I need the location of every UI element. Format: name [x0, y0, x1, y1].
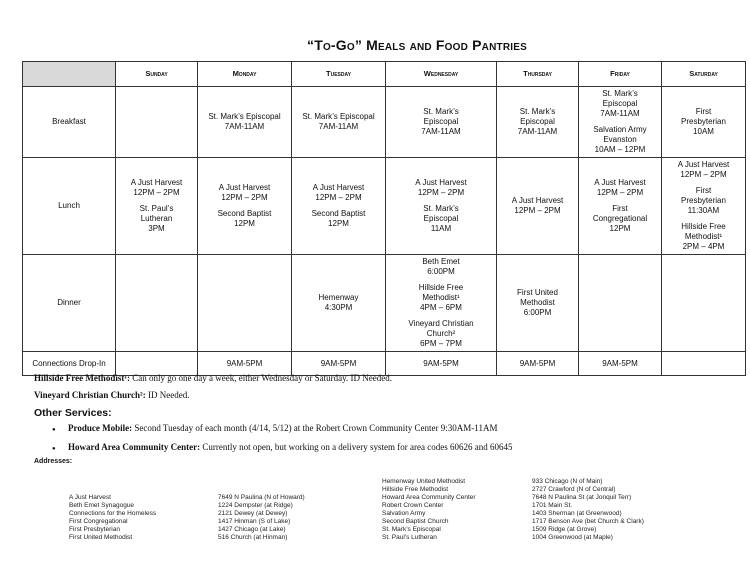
schedule-cell [198, 352, 292, 376]
schedule-cell [497, 87, 579, 158]
schedule-entry: Second Baptist 12PM [311, 209, 366, 228]
schedule-entry: 9AM-5PM [226, 358, 263, 368]
bullet-icon: ● [52, 427, 56, 433]
schedule-cell [116, 158, 198, 255]
day-header-thursday: Thursday [497, 62, 579, 87]
schedule-cell [662, 352, 746, 376]
other-services-heading: Other Services: [34, 407, 112, 419]
row-label: Connections Drop-In [23, 352, 116, 376]
schedule-cell [579, 255, 662, 352]
schedule-entry: 9AM-5PM [602, 358, 638, 368]
footnote-text: ID Needed. [145, 390, 190, 400]
service-item [52, 423, 497, 433]
schedule-entry: A Just Harvest 12PM – 2PM [312, 183, 365, 202]
table-row [23, 158, 746, 255]
addresses-heading: Addresses: [34, 458, 73, 465]
addresses-right-streets: 933 Chicago (N of Main) 2727 Crawford (N of Central) 7648 N Paulina St (at Jonquil Terr) 1701 Main St. 1403 Sherman (at Greenwood) 1717 Benson Ave (bet Church & Clark) 1509 Ridge (at Grove) 1004 Greenwood (at Maple) [532, 478, 644, 541]
service-item [52, 442, 513, 452]
service-name: Howard Area Community Center: [68, 442, 201, 452]
service-text: Currently not open, but working on a delivery system for area codes 60626 and 60645 [200, 442, 513, 452]
schedule-cell [292, 87, 386, 158]
schedule-entry: 9AM-5PM [320, 358, 357, 368]
day-header-tuesday: Tuesday [292, 62, 386, 87]
schedule-cell [292, 158, 386, 255]
footnote [34, 390, 189, 400]
table-row [23, 255, 746, 352]
footnote-text: Can only go one day a week, either Wednesday or Saturday. ID Needed. [130, 373, 392, 383]
row-label: Dinner [23, 255, 116, 352]
table-corner [23, 62, 116, 87]
schedule-entry: 9AM-5PM [519, 358, 556, 368]
schedule-entry: Beth Emet 6:00PM [422, 257, 460, 276]
footnote [34, 373, 392, 383]
service-name: Produce Mobile: [68, 423, 133, 433]
schedule-cell [198, 255, 292, 352]
schedule-cell [579, 352, 662, 376]
schedule-cell [386, 255, 497, 352]
schedule-cell [198, 158, 292, 255]
schedule-cell [579, 158, 662, 255]
schedule-entry: Second Baptist 12PM [217, 209, 272, 228]
schedule-entry: A Just Harvest 12PM – 2PM [511, 196, 564, 215]
schedule-cell [662, 158, 746, 255]
schedule-entry: St. Mark’s Episcopal 7AM-11AM [600, 89, 640, 118]
schedule-cell [497, 352, 579, 376]
schedule-entry: A Just Harvest 12PM – 2PM [677, 160, 730, 179]
service-text: Second Tuesday of each month (4/14, 5/12) at the Robert Crown Community Center 9:30AM-11AM [132, 423, 498, 433]
schedule-entry: First Congregational 12PM [592, 204, 648, 233]
schedule-cell [198, 87, 292, 158]
schedule-entry: A Just Harvest 12PM – 2PM [130, 178, 183, 197]
day-header-friday: Friday [579, 62, 662, 87]
schedule-cell [386, 158, 497, 255]
schedule-entry: First Presbyterian 11:30AM [681, 186, 726, 215]
page-title: “To-Go” Meals and Food Pantries [307, 37, 527, 53]
schedule-entry: Vineyard Christian Church² 6PM – 7PM [408, 319, 474, 348]
schedule-entry: A Just Harvest 12PM – 2PM [415, 178, 467, 197]
addresses-left-names: A Just Harvest Beth Emet Synagogue Connections for the Homeless First Congregational First Presbyterian First United Methodist [69, 494, 157, 541]
schedule-entry: A Just Harvest 12PM – 2PM [218, 183, 271, 202]
schedule-entry: Hemenway 4:30PM [318, 293, 359, 312]
schedule-entry: St. Mark’s Episcopal 11AM [423, 204, 459, 233]
table-row [23, 87, 746, 158]
schedule-cell [116, 87, 198, 158]
schedule-cell [292, 352, 386, 376]
schedule-cell [292, 255, 386, 352]
schedule-cell [497, 158, 579, 255]
addresses-left-streets: 7649 N Paulina (N of Howard) 1224 Dempster (at Ridge) 2121 Dewey (at Dewey) 1417 Hinman (S of Lake) 1427 Chicago (at Lake) 516 Church (at Hinman) [218, 494, 305, 541]
schedule-table [22, 61, 746, 376]
schedule-cell [116, 255, 198, 352]
schedule-entry: Hillside Free Methodist¹ 2PM – 4PM [681, 222, 726, 251]
row-label: Breakfast [23, 87, 116, 158]
schedule-entry: 9AM-5PM [423, 358, 459, 368]
schedule-entry: St. Mark’s Episcopal 7AM-11AM [421, 107, 461, 136]
schedule-cell [662, 87, 746, 158]
schedule-entry: St. Mark’s Episcopal 7AM-11AM [517, 107, 558, 136]
schedule-cell [386, 352, 497, 376]
footnote-name: Hillside Free Methodist¹: [34, 373, 131, 383]
footnote-name: Vineyard Christian Church²: [34, 390, 146, 400]
row-label: Lunch [23, 158, 116, 255]
schedule-entry: Salvation Army Evanston 10AM – 12PM [593, 125, 647, 154]
schedule-entry: First Presbyterian 10AM [681, 107, 726, 136]
bullet-icon: ● [52, 446, 56, 452]
day-header-wednesday: Wednesday [386, 62, 497, 87]
schedule-cell [116, 352, 198, 376]
schedule-cell [386, 87, 497, 158]
schedule-cell [662, 255, 746, 352]
day-header-sunday: Sunday [116, 62, 198, 87]
schedule-entry: St. Paul’s Lutheran 3PM [139, 204, 174, 233]
schedule-entry: A Just Harvest 12PM – 2PM [594, 178, 646, 197]
day-header-saturday: Saturday [662, 62, 746, 87]
addresses-right-names: Hemenway United Methodist Hillside Free Methodist Howard Area Community Center Robert Crown Center Salvation Army Second Baptist Church St. Mark’s Episcopal St. Paul’s Lutheran [382, 478, 476, 541]
day-header-monday: Monday [198, 62, 292, 87]
schedule-cell [579, 87, 662, 158]
schedule-entry: Hillside Free Methodist¹ 4PM – 6PM [418, 283, 464, 312]
table-row [23, 352, 746, 376]
schedule-cell [497, 255, 579, 352]
schedule-entry: St. Mark’s Episcopal 7AM-11AM [302, 112, 375, 131]
schedule-entry: First United Methodist 6:00PM [517, 288, 558, 317]
schedule-entry: St. Mark’s Episcopal 7AM-11AM [208, 112, 281, 131]
